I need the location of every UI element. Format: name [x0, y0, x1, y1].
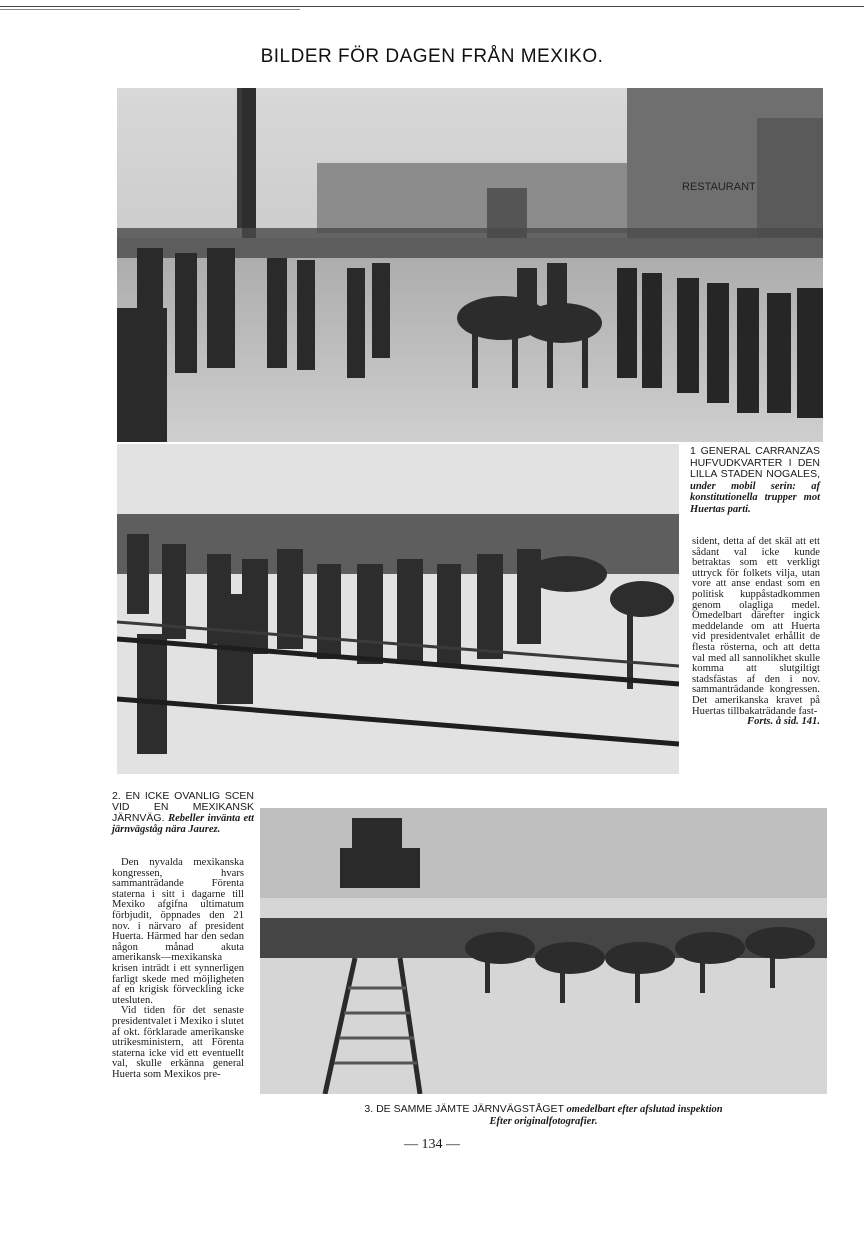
page-title: BILDER FÖR DAGEN FRÅN MEXIKO.: [260, 46, 604, 67]
top-rule-secondary: [0, 9, 300, 10]
article-left-paragraph-1: Den nyvalda mexikanska kongressen, hvars sammanträdande Förenta staterna i sitt i dagarne till Mexiko afgifna ultimatum förbjudit, öppnades den 21 nov. i närvaro af president Huerta. Härmed har den sedan någon månad akuta amerikansk—mexikanska krisen inträdt i ett synnerligen farligt skede med möjligheten af en krigisk förveckling icke utesluten.: [112, 857, 244, 1006]
photo-railway-scene: [117, 444, 679, 774]
caption-photo-1: [690, 446, 820, 515]
caption-3-italic: omedelbart efter afslutad inspektion: [566, 1104, 723, 1115]
article-column-left: [112, 858, 244, 1080]
photo-street-headquarters: [117, 88, 823, 442]
caption-2-italic: Rebeller invänta ett järnvägståg nära Jaurez.: [112, 813, 255, 835]
caption-photo-3: [260, 1103, 827, 1128]
page-number: — 134 —: [404, 1137, 460, 1152]
caption-1-italic: under mobil serin: af konstitutionella trupper mot Huertas parti.: [690, 480, 820, 515]
continued-note: Forts. å sid. 141.: [747, 716, 820, 728]
photo-train-inspection: [260, 808, 827, 1094]
caption-1-main: 1 GENERAL CARRANZAS HUFVUDKVARTER I DEN LILLA STADEN NOGALES,: [690, 445, 820, 480]
article-column-right: [692, 537, 820, 728]
caption-2-main: 2. EN ICKE OVANLIG SCEN VID EN MEXIKANSK JÄRNVÄG.: [112, 790, 254, 824]
caption-3-credit: Efter originalfotografier.: [489, 1116, 598, 1127]
article-left-paragraph-2: Vid tiden för det senaste presidentvalet i Mexiko i slutet af okt. förklarade amerikanske utrikesministern, att Förenta staterna icke vid ett eventuellt val, skulle erkänna general Huerta som Mexikos pre-: [112, 1005, 244, 1080]
restaurant-sign: RESTAURANT: [682, 181, 756, 193]
caption-3-main: 3. DE SAMME JÄMTE JÄRNVÄGSTÅGET: [364, 1103, 564, 1115]
top-rule: [0, 6, 864, 7]
article-right-text: sident, detta af det skäl att ett sådant val icke kunde betraktas som ett verkligt uttryck för folkets vilja, utan vore att anse endast som en politisk kuppåstadkommen genom olagliga medel. Omedelbart därefter ingick meddelande om att Huerta vid presidentvalet erhållit de flesta rösterna, och att detta val med all sannolikhet skulle komma att slutgiltigt stadsfästas af den i nov. sammanträdande kongressen. Det amerikanska kravet på Huertas tillbakaträdande fast-: [692, 536, 820, 717]
caption-photo-2: [112, 791, 254, 835]
